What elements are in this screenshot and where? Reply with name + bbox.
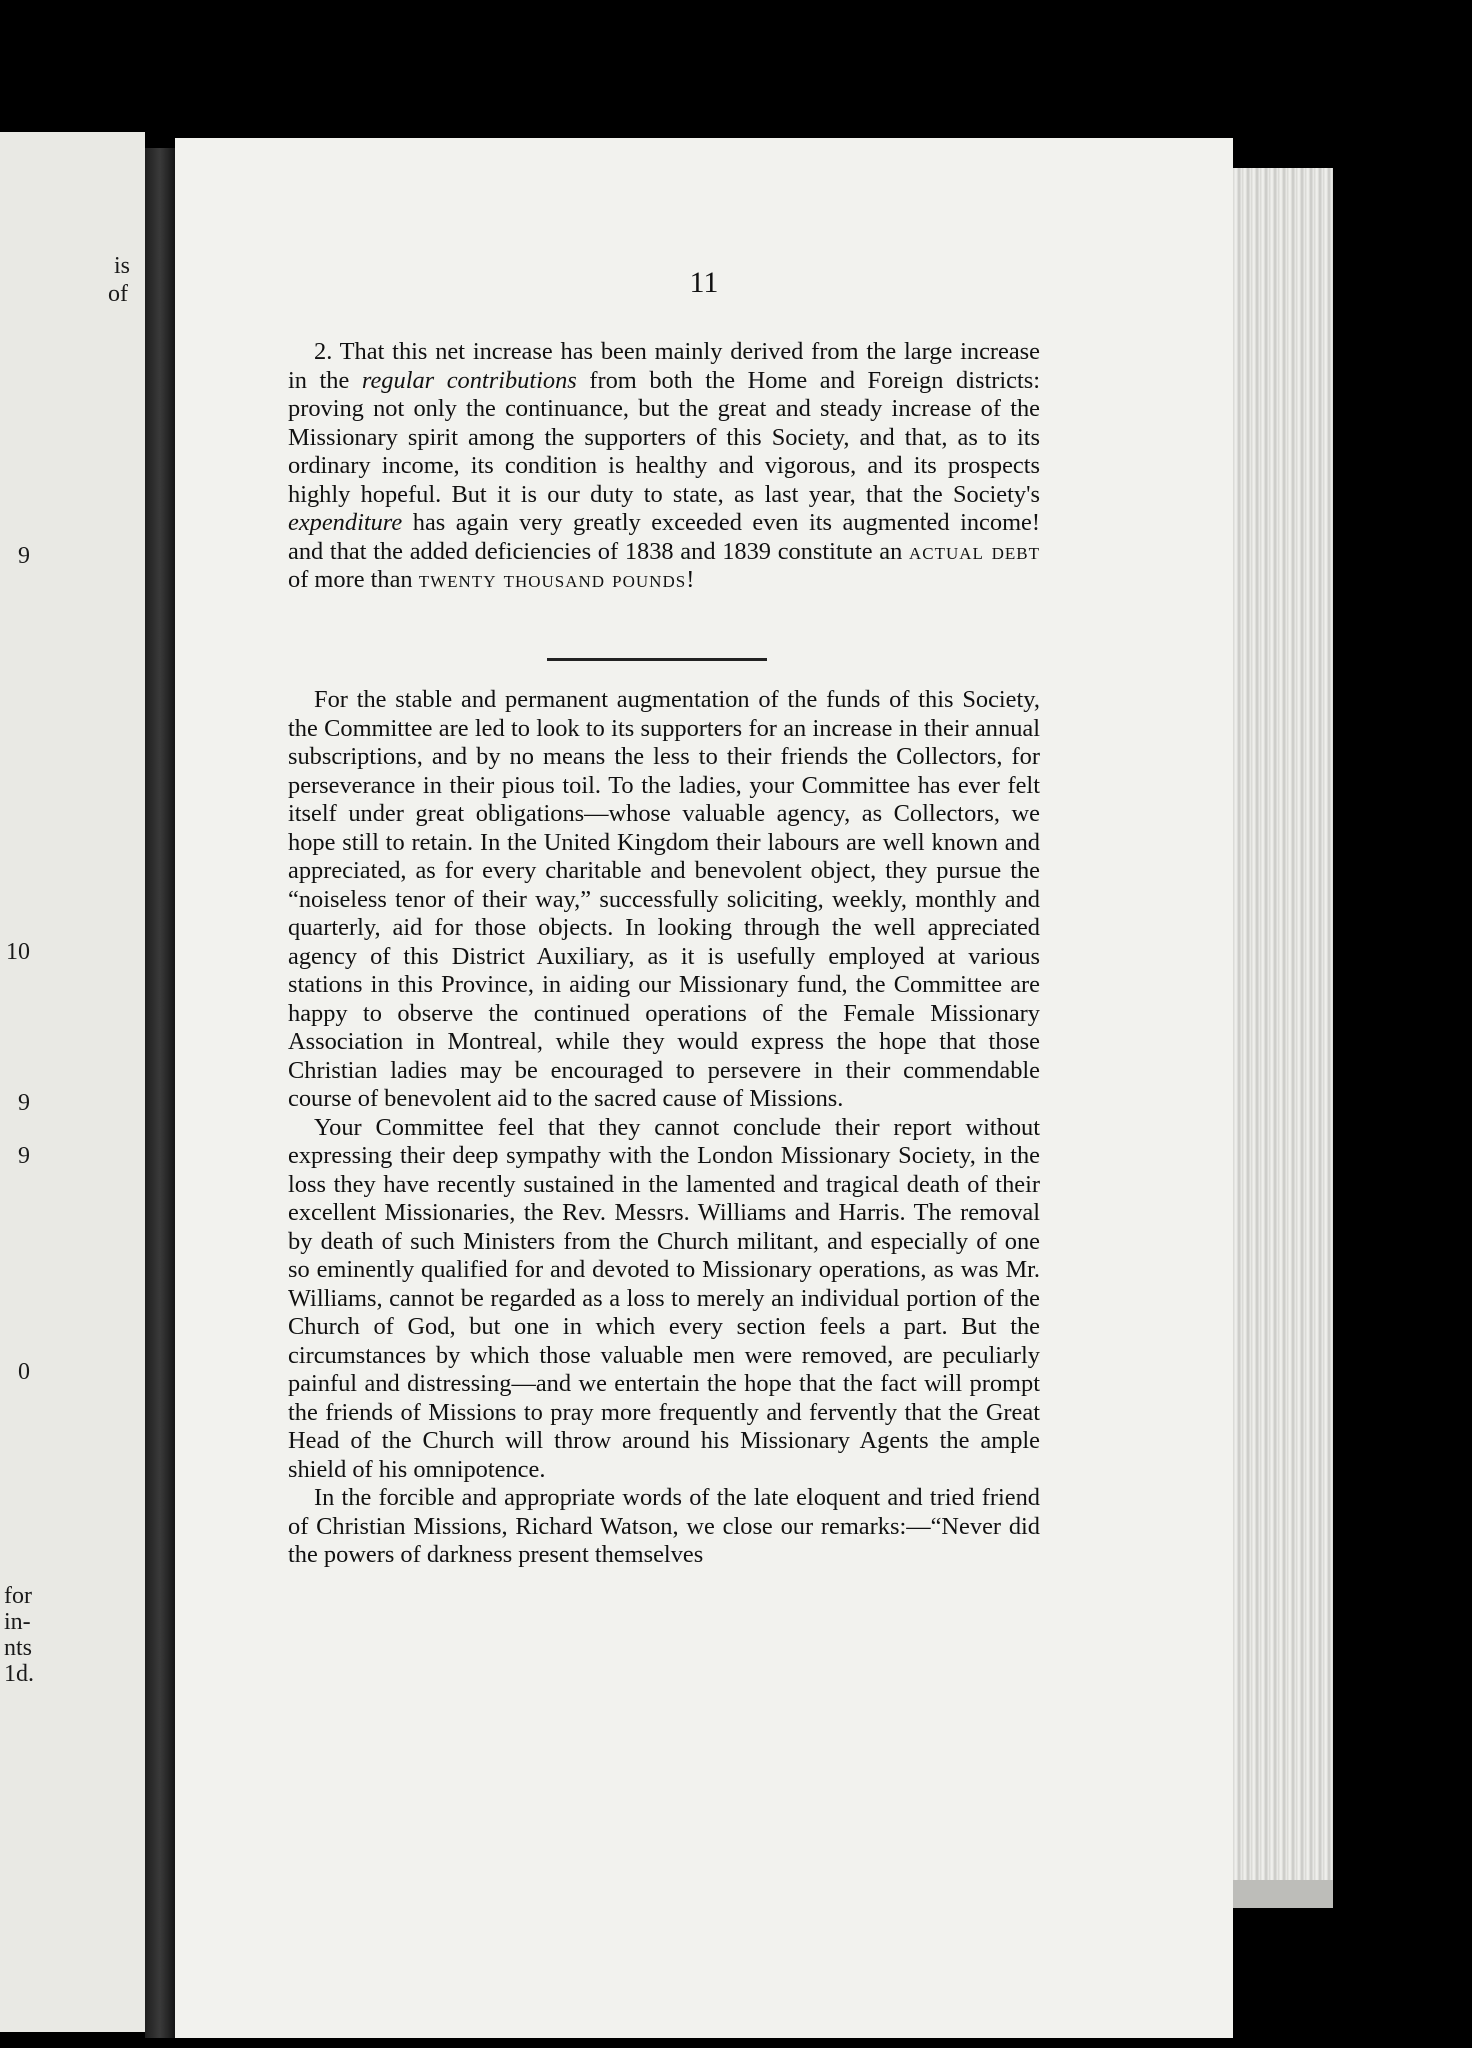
small-caps-text: twenty thousand pounds — [418, 566, 687, 593]
page-number: 11 — [689, 266, 719, 299]
left-fragment: for — [4, 1583, 32, 1609]
paragraph-text: ! — [686, 566, 695, 593]
left-page-edge — [0, 132, 145, 2032]
left-fragment: 9 — [18, 1090, 30, 1116]
left-fragment: nts — [4, 1635, 33, 1661]
paragraph-sympathy: Your Committee feel that they cannot conclude their report without expressing their deep sympathy with the London Missionary Society, in the loss they have recently sustained in the lamented and tragical death of their excellent Missionaries, the Rev. Messrs. Williams and Harris. The removal by death of such Ministers from the Church militant, and especially of one so eminently qualified for and devoted to Missionary operations, as was Mr. Williams, cannot be regarded as a loss to merely an individual portion of the Church of God, but one in which every section feels a part. But the circumstances by which those valuable men were removed, are peculiarly painful and distressing—and we entertain the hope that the fact will prompt the friends of Missions to pray more frequently and fervently that the Great Head of the Church will throw around his Missionary Agents the ample shield of his omnipotence. — [288, 1113, 1040, 1483]
left-fragment: 10 — [6, 939, 30, 965]
page-edges — [1233, 168, 1333, 1880]
left-fragment: 0 — [18, 1359, 30, 1385]
left-fragment: 9 — [18, 543, 30, 569]
paragraph-text: from both the Home and Foreign districts: proving not only the continuance, but the great and steady increase of the Missionary spirit among the supporters of this Society, and that, as to its ordinary income, its condition is healthy and vigorous, and its prospects highly hopeful. But it is our duty to state, as last year, that the Society's — [288, 366, 1041, 508]
emphasis-text: expenditure — [288, 509, 403, 536]
left-fragment: is — [114, 253, 131, 279]
left-fragment: in- — [4, 1609, 31, 1635]
paragraph-text: has again very greatly exceeded even its augmented income! and that the added deficiencies of 1838 and 1839 constitute an — [288, 509, 1040, 565]
paragraph-net-increase — [288, 338, 1040, 595]
paragraph-closing: In the forcible and appropriate words of the late eloquent and tried friend of Christian Missions, Richard Watson, we close our remarks:—“Never did the powers of darkness present themselves — [288, 1484, 1040, 1568]
section-divider — [547, 658, 767, 661]
left-fragment: of — [108, 281, 128, 307]
emphasis-text: regular contributions — [361, 366, 577, 394]
book-gutter — [145, 148, 175, 2038]
small-caps-text: actual debt — [908, 537, 1040, 565]
left-fragment: 1d. — [4, 1661, 34, 1687]
body-text — [288, 686, 1040, 1570]
paragraph-text: of more than — [288, 566, 419, 593]
left-fragment: 9 — [18, 1143, 30, 1169]
paragraph-funds: For the stable and permanent augmentation of the funds of this Society, the Committee are led to look to its supporters for an increase in their annual subscriptions, and by no means the less to their friends the Collectors, for perseverance in their pious toil. To the ladies, your Committee has ever felt itself under great obligations—whose valuable agency, as Collectors, we hope still to retain. In the United Kingdom their labours are well known and appreciated, as for every charitable and benevolent object, they pursue the “noiseless tenor of their way,” successfully soliciting, weekly, monthly and quarterly, aid for those objects. In looking through the well appreciated agency of this District Auxiliary, as it is usefully employed at various stations in this Province, in aiding our Missionary fund, the Committee are happy to observe the continued operations of the Female Missionary Association in Montreal, while they would express the hope that those Christian ladies may be encouraged to persevere in their commendable course of benevolent aid to the sacred cause of Missions. — [288, 686, 1040, 1112]
right-page — [175, 138, 1233, 2038]
paragraph-text: 2. That this net increase has been mainly derived from the large increase in the — [288, 338, 1040, 394]
